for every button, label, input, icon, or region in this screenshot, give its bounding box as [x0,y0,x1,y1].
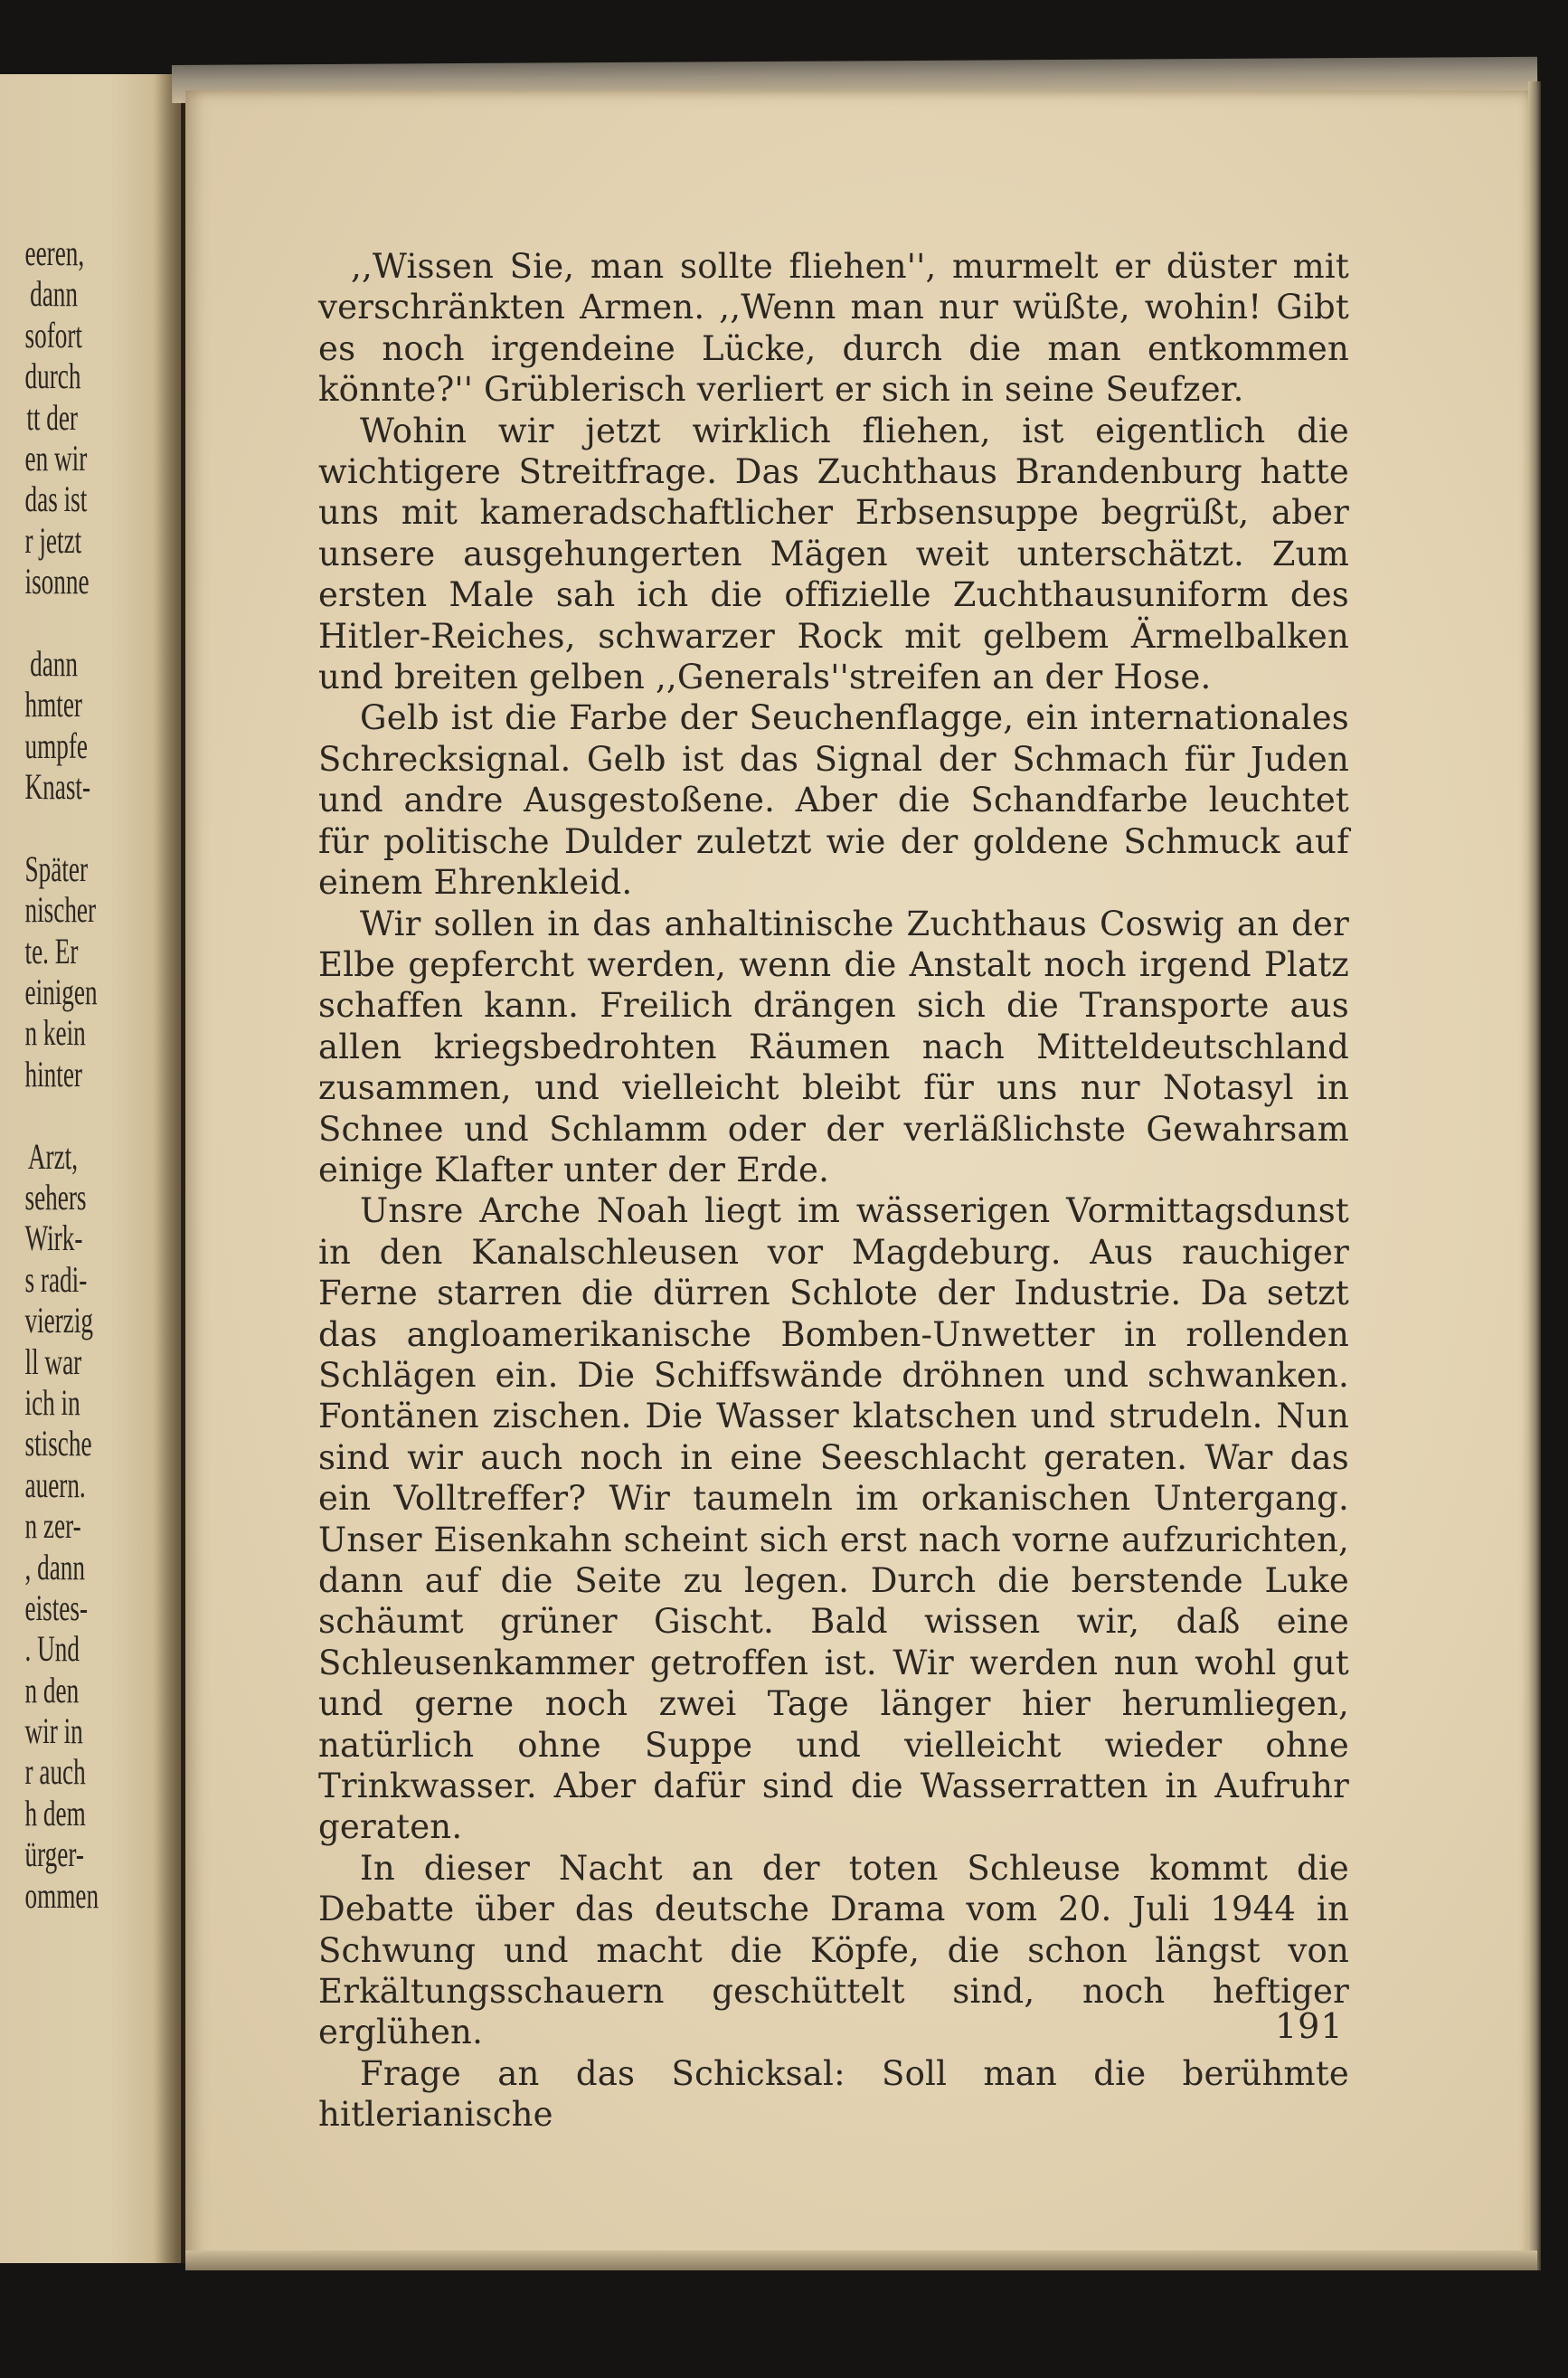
previous-page-text-fragments [24,232,99,1916]
previous-page-line-fragment: s radi- [24,1258,88,1300]
previous-page-line-fragment: ll war [24,1341,82,1382]
previous-page-line-fragment: einigen [24,971,98,1013]
previous-page-line-fragment: hmter [24,684,82,725]
previous-page-line-fragment: isonne [24,561,90,602]
previous-page-line-fragment: nischer [24,889,97,931]
previous-page-line-fragment: vierzig [24,1300,94,1341]
previous-page-line-fragment: te. Er [24,930,79,971]
previous-page-line-fragment: hinter [24,1053,82,1094]
previous-page-line-fragment: Arzt, [27,1135,78,1177]
previous-page-line-gap [25,1094,78,1135]
previous-page-line-fragment: durch [24,355,81,397]
previous-page-line-fragment: das ist [24,478,88,520]
previous-page-line-fragment: eistes- [24,1587,89,1628]
previous-page-line-fragment: n kein [24,1012,86,1054]
previous-page-line-gap [25,602,78,643]
previous-page-line-fragment: . Und [24,1628,80,1670]
paragraph: Frage an das Schicksal: Soll man die berühmte hitlerianische [318,2053,1349,2135]
previous-page-line-fragment: ommen [24,1874,99,1916]
previous-page-line-fragment: n zer- [24,1505,81,1547]
page-right-edge [1528,81,1541,2270]
previous-page-line-fragment: tt der [26,396,78,438]
previous-page-line-fragment: stische [24,1423,92,1464]
previous-page-line-fragment: Knast- [24,766,91,808]
page-number: 191 [1275,2006,1344,2046]
previous-page-line-gap [25,807,78,848]
previous-page-line-fragment: wir in [24,1710,83,1752]
previous-page-line-fragment: dann [30,273,78,315]
previous-page-line-fragment: en wir [24,437,88,478]
previous-page-line-fragment: umpfe [24,725,89,766]
paragraph: Unsre Arche Noah liegt im wässerigen Vormittagsdunst in den Kanalschleusen vor Magdeburg. Aus rauchiger Ferne starren die dürren Schlote der Industrie. Da setzt das angloamerikanische Bomben-Unwetter in rollenden Schlägen ein. Die Schiffswände dröhnen und schwanken. Fontänen zischen. Die Wasser klatschen und strudeln. Nun sind wir auch noch in eine Seeschlacht geraten. War das ein Volltreffer? Wir taumeln im orkanischen Untergang. Unser Eisenkahn scheint sich erst nach vorne aufzurichten, dann auf die Seite zu legen. Durch die berstende Luke schäumt grüner Gischt. Bald wissen wir, daß eine Schleusenkammer getroffen ist. Wir werden nun wohl gut und gerne noch zwei Tage länger hier herumliegen, natürlich ohne Suppe und vielleicht wieder ohne Trinkwasser. Aber dafür sind die Wasserratten in Aufruhr geraten. [318,1191,1349,1847]
page-body-text [318,246,1349,2136]
paragraph: In dieser Nacht an der toten Schleuse kommt die Debatte über das deutsche Drama vom 20. Juli 1944 in Schwung und macht die Köpfe, die schon längst von Erkältungsschauern geschüttelt sind, noch heftiger erglühen. [318,1848,1349,2052]
paragraph: ,,Wissen Sie, man sollte fliehen'', murmelt er düster mit verschränkten Armen. ,,Wenn man nur wüßte, wohin! Gibt es noch irgendeine Lücke, durch die man entkommen könnte?'' Grüblerisch verliert er sich in seine Seufzer. [318,247,1349,410]
previous-page-line-fragment: sehers [24,1176,87,1217]
previous-page-line-fragment: n den [24,1669,80,1710]
previous-page-line-fragment: ich in [24,1381,80,1423]
paragraph: Wohin wir jetzt wirklich fliehen, ist eigentlich die wichtigere Streitfrage. Das Zuchthaus Brandenburg hatte uns mit kameradschaftlicher Erbsensuppe begrüßt, aber unsere ausgehungerten Mägen weit unterschätzt. Zum ersten Male sah ich die offizielle Zuchthausuniform des Hitler-Reiches, schwarzer Rock mit gelbem Ärmelbalken und breiten gelben ,,Generals''streifen an der Hose. [318,411,1349,697]
previous-page-line-fragment: h dem [24,1792,86,1833]
previous-page-line-fragment: auern. [24,1464,86,1505]
previous-page-line-fragment: Wirk- [24,1217,83,1259]
previous-page-line-fragment: Später [24,848,89,889]
paragraph: Gelb ist die Farbe der Seuchenflagge, ein internationales Schrecksignal. Gelb ist das Signal der Schmach für Juden und andre Ausgestoßene. Aber die Schandfarbe leuchtet für politische Dulder zuletzt wie der goldene Schmuck auf einem Ehrenkleid. [318,698,1349,903]
previous-page-line-fragment: r auch [24,1751,86,1793]
previous-page-line-fragment: r jetzt [24,519,82,561]
previous-page-line-fragment: dann [30,642,78,684]
previous-page-line-fragment: eeren, [24,232,85,273]
page-bottom-edge [185,2250,1537,2270]
paragraph: Wir sollen in das anhaltinische Zuchthaus Coswig an der Elbe gepfercht werden, wenn die Anstalt noch irgend Platz schaffen kann. Freilich drängen sich die Transporte aus allen kriegsbedrohten Räumen nach Mitteldeutschland zusammen, und vielleicht bleibt für uns nur Notasyl in Schnee und Schlamm oder der verläßlichste Gewahrsam einige Klafter unter der Erde. [318,904,1349,1189]
previous-page-line-fragment: , dann [24,1546,86,1587]
previous-page-line-fragment: ürger- [24,1833,84,1875]
previous-page-line-fragment: sofort [24,314,82,355]
